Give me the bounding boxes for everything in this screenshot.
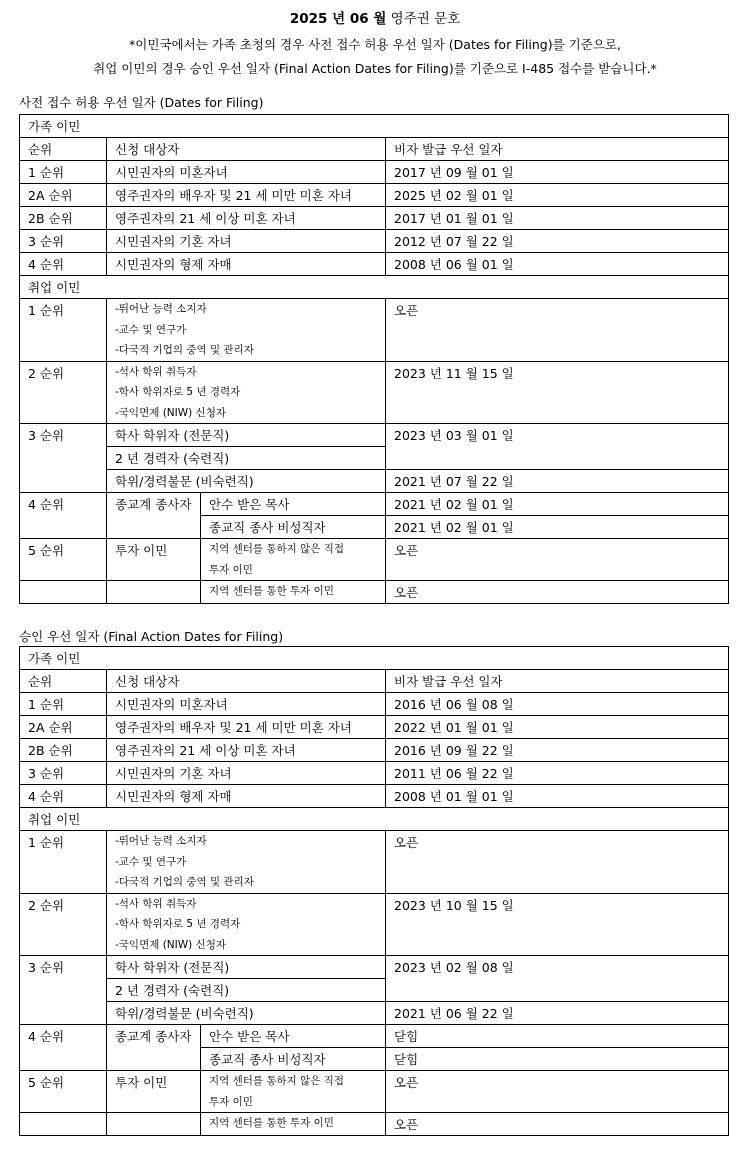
family-applicant-text: 시민권자의 미혼자녀	[115, 165, 228, 180]
family-priority-date	[386, 716, 729, 739]
eb2-applicants-line-1: -석사 학위 취득자	[115, 365, 197, 378]
family-rank-text: 2B 순위	[28, 743, 73, 758]
eb5-direct-investment	[201, 539, 386, 581]
eb4-minister-date	[386, 1025, 729, 1048]
family-applicant-text: 영주권자의 배우자 및 21 세 미만 미혼 자녀	[115, 188, 352, 203]
family-rank	[20, 716, 107, 739]
family-applicant-text: 영주권자의 21 세 이상 미혼 자녀	[115, 211, 296, 226]
eb4-minister	[201, 1025, 386, 1048]
family-applicant	[107, 785, 386, 808]
family-applicant-text: 시민권자의 기혼 자녀	[115, 234, 232, 249]
eb3-unskilled-text: 학위/경력불문 (비숙련직)	[115, 474, 254, 489]
eb2-applicants-line-2: -학사 학위자로 5 년 경력자	[115, 386, 241, 398]
family-priority-date	[386, 762, 729, 785]
family-section-label	[20, 115, 729, 138]
eb3-skilled	[107, 447, 386, 470]
eb4-minister-date-text: 2021 년 02 월 01 일	[394, 497, 514, 512]
eb4-minister-text: 안수 받은 목사	[209, 497, 290, 512]
family-rank-text: 1 순위	[28, 165, 65, 180]
family-priority-date	[386, 207, 729, 230]
table-row	[20, 893, 729, 956]
eb4-category-text: 종교계 종사자	[115, 1029, 192, 1044]
family-priority-date-text: 2008 년 01 월 01 일	[394, 789, 514, 804]
eb3-professional	[107, 424, 386, 447]
family-applicant	[107, 161, 386, 184]
eb3-priority-date-c-text: 2021 년 07 월 22 일	[394, 474, 514, 489]
eb4-minister-date	[386, 493, 729, 516]
eb2-priority-date	[386, 361, 729, 424]
family-rank-text: 2B 순위	[28, 211, 73, 226]
eb3-skilled	[107, 979, 386, 1002]
eb4-religious-worker	[201, 516, 386, 539]
family-priority-date	[386, 253, 729, 276]
family-rank-text: 1 순위	[28, 697, 65, 712]
eb5-direct-date-text: 오픈	[394, 543, 419, 558]
employment-rank-text: 1 순위	[28, 303, 65, 318]
family-header-row	[20, 115, 729, 138]
table-row	[20, 785, 729, 808]
family-rank	[20, 230, 107, 253]
table-row	[20, 184, 729, 207]
employment-rank	[20, 1071, 107, 1113]
eb3-priority-date-c	[386, 470, 729, 493]
eb2-applicants	[107, 893, 386, 956]
date-column-header-text: 비자 발급 우선 일자	[394, 674, 503, 689]
eb5-category-text: 투자 이민	[115, 1075, 168, 1090]
eb5-direct-investment	[201, 1071, 386, 1113]
eb3-unskilled-text: 학위/경력불문 (비숙련직)	[115, 1006, 254, 1021]
employment-section-label-text: 취업 이민	[28, 812, 81, 827]
table-row	[20, 831, 729, 894]
eb2-applicants	[107, 361, 386, 424]
family-rank-text: 2A 순위	[28, 720, 73, 735]
employment-rank-text: 2 순위	[28, 897, 65, 913]
eb2-applicants-line-1: -석사 학위 취득자	[115, 897, 197, 910]
employment-section-label	[20, 808, 729, 831]
eb5-direct-line-1: 지역 센터를 통하지 않은 직접	[209, 1075, 345, 1087]
eb1-applicants	[107, 831, 386, 894]
eb5-regional-center-text: 지역 센터를 통한 투자 이민	[209, 1117, 334, 1129]
eb2-priority-date	[386, 893, 729, 956]
table-row	[20, 470, 729, 493]
table-row	[20, 539, 729, 581]
applicant-column-header	[107, 670, 386, 693]
eb1-priority-date	[386, 831, 729, 894]
eb5-category	[107, 539, 201, 581]
family-rank	[20, 184, 107, 207]
family-applicant	[107, 762, 386, 785]
eb5-regional-center	[201, 1113, 386, 1136]
family-applicant-text: 시민권자의 기혼 자녀	[115, 766, 232, 781]
eb3-priority-date-ab-text: 2023 년 02 월 08 일	[394, 960, 514, 975]
family-section-label	[20, 647, 729, 670]
employment-header-row	[20, 808, 729, 831]
eb1-applicants-line-3: -다국적 기업의 중역 및 관리자	[115, 876, 254, 888]
family-applicant	[107, 693, 386, 716]
family-applicant-text: 시민권자의 미혼자녀	[115, 697, 228, 712]
family-priority-date-text: 2008 년 06 월 01 일	[394, 257, 514, 272]
family-applicant	[107, 253, 386, 276]
eb3-unskilled	[107, 1002, 386, 1025]
eb4-category-text: 종교계 종사자	[115, 497, 192, 512]
family-applicant-text: 시민권자의 형제 자매	[115, 257, 232, 272]
eb5-direct-line-1: 지역 센터를 통하지 않은 직접	[209, 543, 345, 555]
eb2-applicants-line-3: -국익면제 (NIW) 신청자	[115, 406, 226, 419]
family-rank-text: 4 순위	[28, 257, 65, 272]
family-rank-text: 3 순위	[28, 766, 65, 781]
table-row	[20, 361, 729, 424]
table-row	[20, 161, 729, 184]
title-date: 2025 년 06 월	[289, 11, 387, 27]
family-applicant	[107, 184, 386, 207]
eb3-priority-date-ab	[386, 956, 729, 1002]
eb3-skilled-text: 2 년 경력자 (숙련직)	[115, 451, 230, 466]
employment-rank	[20, 424, 107, 493]
employment-rank-text: 5 순위	[28, 1075, 65, 1090]
employment-rank	[20, 299, 107, 362]
table-row	[20, 253, 729, 276]
table-row	[20, 1002, 729, 1025]
rank-column-header	[20, 670, 107, 693]
document-title	[0, 7, 750, 27]
family-rank	[20, 693, 107, 716]
eb3-professional-text: 학사 학위자 (전문직)	[115, 428, 230, 443]
eb4-minister-text: 안수 받은 목사	[209, 1029, 290, 1044]
eb4-religious-worker-date-text: 2021 년 02 월 01 일	[394, 520, 514, 535]
eb5-regional-center-date-text: 오픈	[394, 585, 419, 600]
section-title-dates-for-filing: 사전 접수 허용 우선 일자 (Dates for Filing)	[19, 95, 264, 110]
family-priority-date-text: 2017 년 01 월 01 일	[394, 211, 514, 226]
employment-rank-text: 3 순위	[28, 960, 65, 975]
eb2-applicants-line-2: -학사 학위자로 5 년 경력자	[115, 918, 241, 930]
eb5-regional-center-date	[386, 581, 729, 604]
family-applicant-text: 영주권자의 21 세 이상 미혼 자녀	[115, 743, 296, 758]
eb5-direct-date-text: 오픈	[394, 1075, 419, 1090]
applicant-column-header-text: 신청 대상자	[115, 674, 180, 689]
employment-rank-text: 1 순위	[28, 835, 65, 850]
rank-column-header-text: 순위	[28, 142, 53, 157]
priority-date-table	[19, 646, 729, 1136]
family-rank-text: 2A 순위	[28, 188, 73, 203]
eb3-priority-date-ab-text: 2023 년 03 월 01 일	[394, 428, 514, 443]
employment-rank-text: 4 순위	[28, 497, 65, 512]
applicant-column-header	[107, 138, 386, 161]
family-rank	[20, 161, 107, 184]
eb1-applicants-line-1: -뛰어난 능력 소지자	[115, 303, 207, 315]
eb4-religious-worker-date-text: 닫힘	[394, 1052, 419, 1067]
employment-rank	[20, 893, 107, 956]
family-priority-date	[386, 693, 729, 716]
family-applicant	[107, 716, 386, 739]
eb1-priority-date-text: 오픈	[394, 303, 419, 318]
family-applicant	[107, 207, 386, 230]
family-rank	[20, 785, 107, 808]
family-section-label-text: 가족 이민	[28, 119, 81, 134]
eb4-religious-worker-text: 종교직 종사 비성직자	[209, 520, 326, 535]
priority-date-table	[19, 114, 729, 604]
eb5-category	[107, 1071, 201, 1113]
family-rank-text: 4 순위	[28, 789, 65, 804]
eb3-unskilled	[107, 470, 386, 493]
title-text: 영주권 문호	[390, 11, 461, 27]
table-row	[20, 207, 729, 230]
family-priority-date-text: 2022 년 01 월 01 일	[394, 720, 514, 735]
employment-header-row	[20, 276, 729, 299]
table-row	[20, 493, 729, 516]
family-priority-date	[386, 161, 729, 184]
table-row	[20, 1025, 729, 1048]
eb1-priority-date-text: 오픈	[394, 835, 419, 850]
employment-rank-text: 3 순위	[28, 428, 65, 443]
family-priority-date	[386, 184, 729, 207]
eb5-regional-center-date	[386, 1113, 729, 1136]
family-priority-date-text: 2011 년 06 월 22 일	[394, 766, 514, 781]
family-applicant-text: 시민권자의 형제 자매	[115, 789, 232, 804]
eb3-skilled-text: 2 년 경력자 (숙련직)	[115, 983, 230, 998]
family-rank	[20, 739, 107, 762]
employment-rank-text: 4 순위	[28, 1029, 65, 1044]
family-priority-date	[386, 230, 729, 253]
table-row	[20, 424, 729, 447]
eb5-category-text: 투자 이민	[115, 543, 168, 558]
table-row	[20, 956, 729, 979]
empty-cell	[20, 581, 107, 604]
column-header-row	[20, 670, 729, 693]
eb5-regional-center-text: 지역 센터를 통한 투자 이민	[209, 585, 334, 597]
filing-note-line-2: 취업 이민의 경우 승인 우선 일자 (Final Action Dates for Filing)를 기준으로 I-485 접수를 받습니다.*	[93, 61, 657, 76]
eb4-category	[107, 493, 201, 539]
table-row	[20, 693, 729, 716]
rank-column-header	[20, 138, 107, 161]
eb4-religious-worker	[201, 1048, 386, 1071]
date-column-header	[386, 138, 729, 161]
table-row	[20, 762, 729, 785]
eb1-priority-date	[386, 299, 729, 362]
employment-rank	[20, 1025, 107, 1071]
table-row	[20, 299, 729, 362]
eb4-religious-worker-text: 종교직 종사 비성직자	[209, 1052, 326, 1067]
family-rank	[20, 207, 107, 230]
family-rank	[20, 762, 107, 785]
table-row	[20, 739, 729, 762]
family-section-label-text: 가족 이민	[28, 651, 81, 666]
employment-rank	[20, 539, 107, 581]
employment-section-label	[20, 276, 729, 299]
eb3-priority-date-ab	[386, 424, 729, 470]
date-column-header	[386, 670, 729, 693]
eb1-applicants-line-1: -뛰어난 능력 소지자	[115, 835, 207, 847]
section-title-final-action: 승인 우선 일자 (Final Action Dates for Filing)	[19, 629, 284, 644]
table-row	[20, 581, 729, 604]
eb1-applicants-line-3: -다국적 기업의 중역 및 관리자	[115, 344, 254, 356]
rank-column-header-text: 순위	[28, 674, 53, 689]
empty-cell	[107, 1113, 201, 1136]
eb3-professional	[107, 956, 386, 979]
empty-cell	[107, 581, 201, 604]
eb2-priority-date-text: 2023 년 11 월 15 일	[394, 365, 514, 381]
family-rank	[20, 253, 107, 276]
employment-rank	[20, 493, 107, 539]
family-applicant	[107, 230, 386, 253]
eb5-direct-line-2: 투자 이민	[209, 1095, 253, 1108]
eb4-minister-date-text: 닫힘	[394, 1029, 419, 1044]
applicant-column-header-text: 신청 대상자	[115, 142, 180, 157]
eb5-direct-date	[386, 539, 729, 581]
eb2-applicants-line-3: -국익면제 (NIW) 신청자	[115, 938, 226, 951]
eb3-priority-date-c	[386, 1002, 729, 1025]
eb4-minister	[201, 493, 386, 516]
family-header-row	[20, 647, 729, 670]
family-priority-date	[386, 739, 729, 762]
family-rank-text: 3 순위	[28, 234, 65, 249]
family-priority-date-text: 2016 년 09 월 22 일	[394, 743, 514, 758]
eb1-applicants-line-2: -교수 및 연구가	[115, 323, 187, 336]
family-applicant	[107, 739, 386, 762]
family-priority-date-text: 2016 년 06 월 08 일	[394, 697, 514, 712]
table-row	[20, 1071, 729, 1113]
family-priority-date-text: 2012 년 07 월 22 일	[394, 234, 514, 249]
empty-cell	[20, 1113, 107, 1136]
table-row	[20, 1113, 729, 1136]
employment-rank-text: 2 순위	[28, 365, 65, 381]
eb3-professional-text: 학사 학위자 (전문직)	[115, 960, 230, 975]
eb4-religious-worker-date	[386, 1048, 729, 1071]
table-row	[20, 230, 729, 253]
eb5-regional-center	[201, 581, 386, 604]
family-priority-date-text: 2025 년 02 월 01 일	[394, 188, 514, 203]
column-header-row	[20, 138, 729, 161]
employment-rank	[20, 956, 107, 1025]
table-row	[20, 716, 729, 739]
eb5-direct-date	[386, 1071, 729, 1113]
eb3-priority-date-c-text: 2021 년 06 월 22 일	[394, 1006, 514, 1021]
eb4-religious-worker-date	[386, 516, 729, 539]
eb5-direct-line-2: 투자 이민	[209, 563, 253, 576]
eb1-applicants-line-2: -교수 및 연구가	[115, 855, 187, 868]
date-column-header-text: 비자 발급 우선 일자	[394, 142, 503, 157]
employment-rank-text: 5 순위	[28, 543, 65, 558]
eb1-applicants	[107, 299, 386, 362]
family-priority-date	[386, 785, 729, 808]
employment-rank	[20, 831, 107, 894]
filing-note-line-1: *이민국에서는 가족 초청의 경우 사전 접수 허용 우선 일자 (Dates for Filing)를 기준으로,	[129, 37, 621, 52]
family-applicant-text: 영주권자의 배우자 및 21 세 미만 미혼 자녀	[115, 720, 352, 735]
employment-section-label-text: 취업 이민	[28, 280, 81, 295]
eb5-regional-center-date-text: 오픈	[394, 1117, 419, 1132]
employment-rank	[20, 361, 107, 424]
eb2-priority-date-text: 2023 년 10 월 15 일	[394, 897, 514, 913]
eb4-category	[107, 1025, 201, 1071]
family-priority-date-text: 2017 년 09 월 01 일	[394, 165, 514, 180]
